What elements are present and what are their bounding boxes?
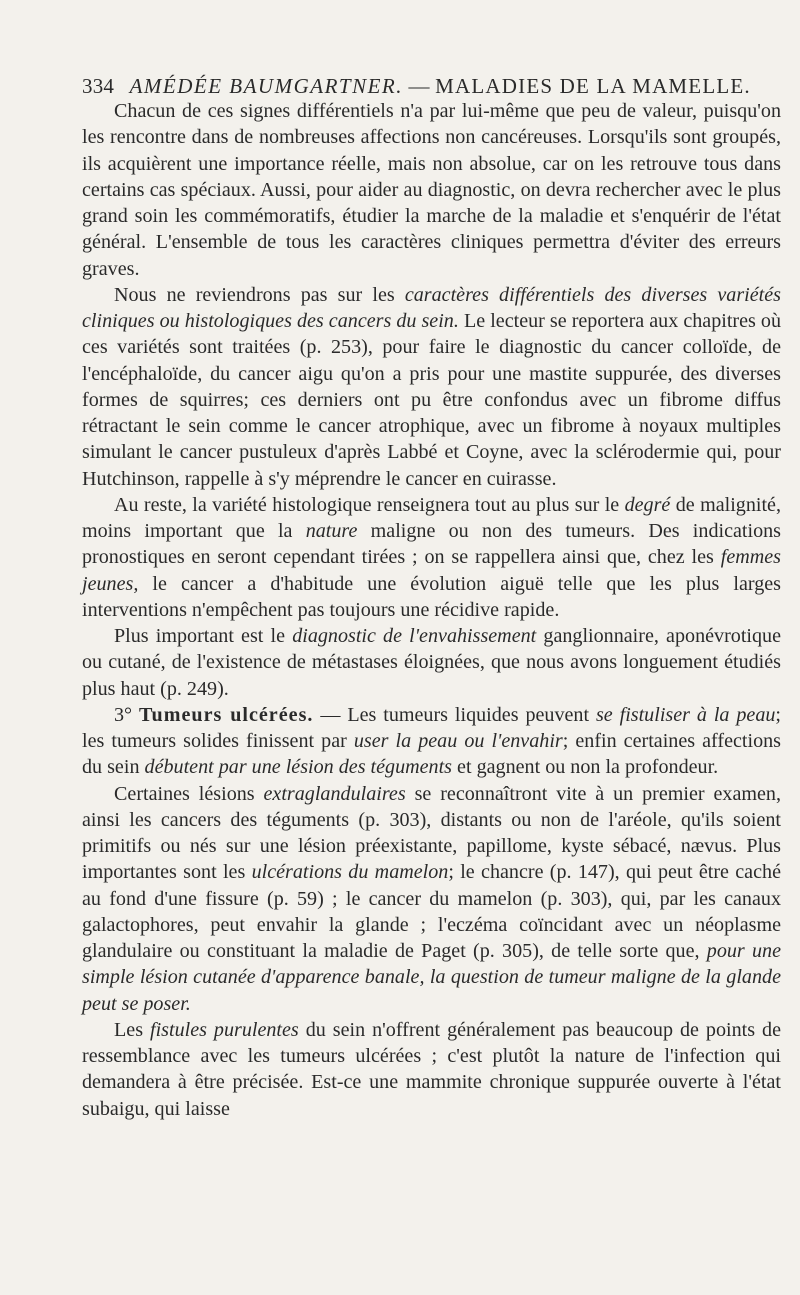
text-run: Au reste, la variété histologique renseignera tout au plus sur le [114,493,625,516]
paragraph [82,702,781,781]
text-run: Plus important est le [114,625,293,647]
text-run: de malignité, moins important que la [82,493,781,542]
running-head [82,72,782,100]
italic-text: ulcérations du mamelon [251,861,449,884]
paragraph [82,623,781,702]
italic-text: se fistuliser à la peau [595,703,776,726]
paragraph [82,282,781,492]
body-text [82,98,781,1122]
text-run: — Les tumeurs liquides peuvent [313,703,596,726]
italic-text: femmes jeunes, [82,546,781,595]
italic-text: user la peau ou l'envahir [353,730,563,752]
italic-text: extraglandulaires [263,782,406,805]
italic-text: débutent par une lésion des téguments [144,756,453,779]
text-run: ; les tumeurs solides finissent par [82,703,782,752]
text-run: et gagnent ou non la profondeur. [452,756,719,779]
author-name: AMÉDÉE BAUMGARTNER. [129,74,404,98]
paragraph [82,492,781,623]
text-run: ganglionnaire, aponévrotique ou cutané, de l'existence de métastases éloignées, que nous avons longuement étudiés plus haut (p. 249). [82,625,781,700]
text-run: le cancer a d'habitude une évolution aiguë telle que les plus larges interventions n'empêchent pas toujours une récidive rapide. [82,572,781,621]
page-number: 334 [82,74,115,98]
book-title: MALADIES DE LA MAMELLE. [435,74,751,98]
text-run: ; enfin certaines affections du sein [82,730,781,779]
text-run: Chacun de ces signes différentiels n'a par lui-même que peu de valeur, puisqu'on les rencontre dans de nombreuses affections non cancéreuses. Lorsqu'ils sont groupés, ils acquièrent une importance réelle, mais non absolue, car on les retrouve tous dans certains cas spéciaux. Aussi, pour aider au diagnostic, on devra rechercher avec le plus grand soin les commémoratifs, étudier la marche de la maladie et s'enquérir de l'état général. L'ensemble de tous les caractères cliniques permettra d'éviter des erreurs graves. [82,100,781,280]
paragraph [82,98,781,282]
italic-text: diagnostic de l'envahissement [292,625,537,647]
text-run: ; le chancre (p. 147), qui peut être caché au fond d'une fissure (p. 59) ; le cancer du mamelon (p. 303), qui, par les canaux galactophores, peut envahir la glande ; l'eczéma coïncidant avec un néoplasme glandulaire ou constituant la maladie de Paget (p. 305), de telle sorte que, [82,861,781,962]
italic-text: fistules purulentes [150,1018,299,1041]
text-run: maligne ou non des tumeurs. Des indications pronostiques en seront cependant tirées ; on se rappellera ainsi que, chez les [82,520,781,569]
italic-text: nature [305,520,358,542]
italic-text: degré [624,493,671,516]
text-run: Certaines lésions [114,782,264,805]
text-run: du sein n'offrent généralement pas beaucoup de points de ressemblance avec les tumeurs ulcérées ; c'est plutôt la nature de l'infection qui demandera à être précisée. Est-ce une mammite chronique suppurée ouverte à l'état subaigu, qui laisse [82,1018,781,1120]
paragraph [82,1017,781,1122]
paragraph [82,781,781,1017]
italic-text: caractères différentiels des diverses variétés cliniques ou histologiques des cancers du sein. [82,283,781,332]
italic-text: pour une simple lésion cutanée d'apparence banale, la question de tumeur maligne de la glande peut se poser. [82,940,781,1015]
text-run: se reconnaîtront vite à un premier examen, ainsi les cancers des téguments (p. 303), distants ou non de l'aréole, qu'ils soient primitifs ou nés sur une lésion préexistante, papillome, kyste sébacé, nævus. Plus importantes sont les [82,782,781,884]
text-run: Les [114,1018,150,1041]
section-heading: Tumeurs ulcérées. [139,703,314,726]
header-separator: — [408,74,430,98]
text-run: Nous ne reviendrons pas sur les [114,283,405,306]
text-run: 3° [114,703,139,726]
text-run: Le lecteur se reportera aux chapitres où ces variétés sont traitées (p. 253), pour faire le diagnostic du cancer colloïde, de l'encéphaloïde, du cancer aigu qu'on a pris pour une mastite suppurée, des diverses formes de squirres; ces derniers ont pu être confondus avec un fibrome diffus rétractant le sein comme le cancer atrophique, avec un fibrome à noyaux multiples simulant le cancer pustuleux d'après Labbé et Coyne, avec la sclérodermie qui, pour Hutchinson, rappelle à s'y méprendre le cancer en cuirasse. [82,310,781,490]
